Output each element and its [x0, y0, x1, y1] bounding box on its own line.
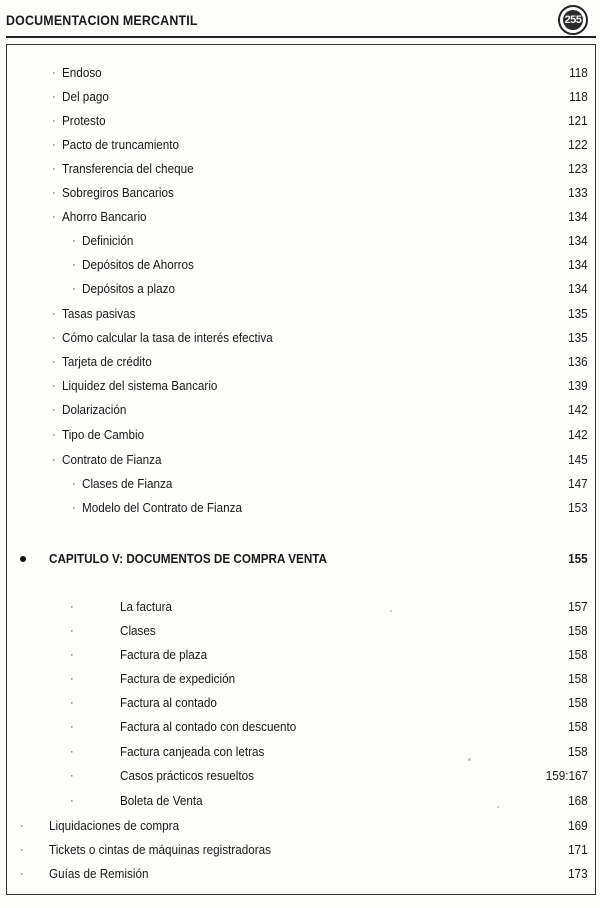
- toc-page: 123: [568, 161, 588, 176]
- toc-entry-factura-expedicion: [0, 668, 588, 690]
- toc-entry-sobregiros: [0, 182, 588, 204]
- toc-page: 135: [568, 330, 588, 345]
- page-number-badge: [558, 5, 588, 35]
- toc-entry-factura-contado: [0, 692, 588, 714]
- bullet-icon: ·: [72, 478, 76, 490]
- toc-entry-protesto: [0, 110, 588, 132]
- toc-label: Pacto de truncamiento: [62, 137, 180, 152]
- toc-entry-endoso: [0, 62, 588, 84]
- toc-entry-casos-practicos: [0, 765, 588, 787]
- toc-page: 158: [568, 623, 588, 638]
- toc-label: Factura al contado: [120, 695, 217, 710]
- toc-entry-depositos-plazo: [0, 278, 588, 300]
- bullet-icon: ·: [52, 115, 56, 127]
- toc-page: 173: [568, 866, 588, 881]
- running-title: DOCUMENTACION MERCANTIL: [6, 13, 198, 28]
- bullet-icon: ·: [52, 332, 56, 344]
- bullet-icon: ·: [52, 356, 56, 368]
- toc-label: Del pago: [62, 89, 109, 104]
- bullet-icon: ·: [70, 721, 74, 733]
- toc-label: Liquidaciones de compra: [49, 818, 180, 833]
- toc-label: Tickets o cintas de máquinas registradoras: [49, 842, 271, 857]
- scan-speck: [468, 758, 471, 761]
- bullet-icon: ·: [52, 404, 56, 416]
- toc-label: Clases: [120, 623, 156, 638]
- toc-entry-tipo-cambio: [0, 424, 588, 446]
- toc-label: Boleta de Venta: [120, 793, 203, 808]
- bullet-icon: ·: [72, 502, 76, 514]
- bullet-icon: ·: [70, 795, 74, 807]
- toc-label: Contrato de Fianza: [62, 452, 162, 467]
- bullet-icon: ·: [72, 259, 76, 271]
- bullet-icon: ·: [70, 697, 74, 709]
- toc-label: Factura de expedición: [120, 671, 236, 686]
- toc-entry-modelo-contrato: [0, 497, 588, 519]
- bullet-icon: ·: [70, 746, 74, 758]
- toc-label: Liquidez del sistema Bancario: [62, 378, 218, 393]
- bullet-icon: ·: [52, 67, 56, 79]
- page-number: 255: [563, 10, 583, 30]
- toc-label: Depósitos a plazo: [82, 281, 176, 296]
- bullet-icon: ·: [52, 187, 56, 199]
- toc-entry-contrato-fianza: [0, 449, 588, 471]
- toc-entry-guias: [0, 863, 588, 885]
- bullet-icon: ·: [72, 235, 76, 247]
- toc-entry-clases-fianza: [0, 473, 588, 495]
- page-header: [0, 0, 600, 40]
- toc-chapter-v: [0, 548, 588, 570]
- bullet-icon: ·: [20, 820, 24, 832]
- toc-page: 169: [568, 818, 588, 833]
- bullet-icon: ·: [20, 868, 24, 880]
- toc-label: Casos prácticos resueltos: [120, 768, 254, 783]
- toc-entry-transferencia: [0, 158, 588, 180]
- toc-page: 135: [568, 306, 588, 321]
- bullet-icon: ·: [70, 649, 74, 661]
- bullet-icon: ·: [52, 163, 56, 175]
- bullet-icon: ·: [52, 139, 56, 151]
- toc-entry-liquidaciones: [0, 815, 588, 837]
- toc-entry-factura-plaza: [0, 644, 588, 666]
- bullet-icon: ·: [70, 770, 74, 782]
- scan-speck: [497, 806, 499, 808]
- toc-page: 134: [568, 209, 588, 224]
- toc-entry-dolarizacion: [0, 399, 588, 421]
- toc-entry-tarjeta: [0, 351, 588, 373]
- toc-page: 158: [568, 719, 588, 734]
- bullet-icon: ·: [70, 673, 74, 685]
- toc-page: 142: [568, 427, 588, 442]
- bullet-icon: ·: [52, 429, 56, 441]
- toc-page: 121: [568, 113, 588, 128]
- toc-entry-pacto: [0, 134, 588, 156]
- toc-page: 168: [568, 793, 588, 808]
- toc-page: 134: [568, 281, 588, 296]
- toc-entry-factura-descuento: [0, 716, 588, 738]
- toc-page: 122: [568, 137, 588, 152]
- toc-label: Tipo de Cambio: [62, 427, 145, 442]
- toc-entry-tasas-pasivas: [0, 303, 588, 325]
- toc-entry-definicion: [0, 230, 588, 252]
- toc-label: Factura de plaza: [120, 647, 208, 662]
- toc-label: Sobregiros Bancarios: [62, 185, 174, 200]
- bullet-icon: ·: [70, 625, 74, 637]
- toc-entry-como-calcular: [0, 327, 588, 349]
- toc-page: 134: [568, 233, 588, 248]
- toc-entry-clases: [0, 620, 588, 642]
- toc-entry-tickets: [0, 839, 588, 861]
- bullet-icon: ·: [20, 844, 24, 856]
- toc-page: 159:167: [545, 768, 588, 783]
- toc-page: 158: [568, 671, 588, 686]
- chapter-title: CAPITULO V: DOCUMENTOS DE COMPRA VENTA: [49, 551, 328, 566]
- bullet-icon: ·: [52, 454, 56, 466]
- toc-page: 136: [568, 354, 588, 369]
- toc-label: Factura canjeada con letras: [120, 744, 265, 759]
- bullet-icon: ·: [52, 308, 56, 320]
- toc-label: Clases de Fianza: [82, 476, 173, 491]
- toc-entry-del-pago: [0, 86, 588, 108]
- toc-page: 142: [568, 402, 588, 417]
- toc-page: 133: [568, 185, 588, 200]
- toc-entry-depositos-ahorros: [0, 254, 588, 276]
- toc-page: 158: [568, 647, 588, 662]
- toc-page: 153: [568, 500, 588, 515]
- bullet-icon: ·: [52, 211, 56, 223]
- toc-page: 145: [568, 452, 588, 467]
- bullet-icon: ·: [70, 601, 74, 613]
- toc-label: Endoso: [62, 65, 102, 80]
- toc-page: 158: [568, 695, 588, 710]
- toc-page: 118: [569, 65, 588, 80]
- toc-entry-ahorro: [0, 206, 588, 228]
- toc-entry-boleta-venta: [0, 790, 588, 812]
- toc-label: Definición: [82, 233, 134, 248]
- toc-page: 139: [568, 378, 588, 393]
- scan-speck: [390, 610, 392, 612]
- toc-label: La factura: [120, 599, 173, 614]
- toc-page: 171: [568, 842, 588, 857]
- toc-label: Tarjeta de crédito: [62, 354, 152, 369]
- toc-label: Transferencia del cheque: [62, 161, 194, 176]
- toc-page: 155: [568, 551, 588, 566]
- toc-label: Ahorro Bancario: [62, 209, 147, 224]
- toc-label: Dolarización: [62, 402, 127, 417]
- bullet-icon: ·: [52, 91, 56, 103]
- toc-page: 134: [568, 257, 588, 272]
- toc-page: 157: [568, 599, 588, 614]
- toc-label: Guías de Remisión: [49, 866, 149, 881]
- toc-label: Tasas pasivas: [62, 306, 136, 321]
- toc-label: Modelo del Contrato de Fianza: [82, 500, 243, 515]
- bullet-icon: ·: [72, 283, 76, 295]
- toc-entry-factura-canjeada: [0, 741, 588, 763]
- toc-page: 118: [569, 89, 588, 104]
- toc-entry-la-factura: [0, 596, 588, 618]
- toc-page: 147: [568, 476, 588, 491]
- toc-label: Factura al contado con descuento: [120, 719, 297, 734]
- toc-label: Cómo calcular la tasa de interés efectiva: [62, 330, 273, 345]
- toc-page: 158: [568, 744, 588, 759]
- toc-entry-liquidez: [0, 375, 588, 397]
- bullet-icon: ·: [52, 380, 56, 392]
- toc-label: Depósitos de Ahorros: [82, 257, 194, 272]
- toc-label: Protesto: [62, 113, 106, 128]
- header-rule: [6, 36, 596, 38]
